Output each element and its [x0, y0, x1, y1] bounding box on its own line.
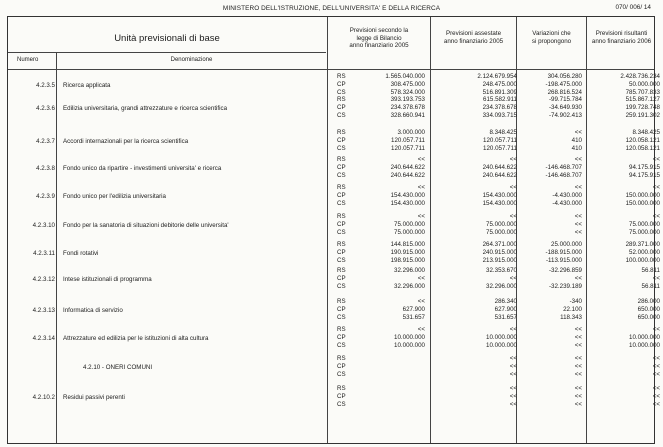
- value-line: 94.175.915: [629, 172, 660, 180]
- value-line: <<: [509, 363, 517, 371]
- row-codes: [337, 73, 346, 98]
- value-line: 32.296.000: [394, 283, 425, 291]
- row-code: CP: [337, 334, 346, 342]
- value-line: 334.093.715: [482, 112, 517, 120]
- row-code: CS: [337, 371, 346, 379]
- value-cell-c3: [520, 129, 582, 154]
- value-line: 75.000.000: [486, 229, 517, 237]
- value-line: 75.000.000: [394, 221, 425, 229]
- value-cell-c4: [588, 385, 660, 410]
- value-line: [348, 371, 425, 379]
- value-line: -188.915.000: [545, 249, 582, 257]
- row-code: CS: [337, 200, 346, 208]
- value-line: 2.124.679.954: [477, 73, 517, 80]
- row-number: 4.2.3.10: [32, 222, 55, 229]
- row-codes: [337, 213, 346, 238]
- value-line: 516.891.309: [482, 89, 517, 97]
- value-cell-c2: [432, 241, 517, 266]
- value-cell-c1: [348, 241, 425, 266]
- value-line: [348, 401, 425, 409]
- value-line: -99.715.784: [548, 96, 582, 103]
- value-line: 120.057.711: [483, 137, 517, 145]
- value-line: 75.000.000: [394, 229, 425, 237]
- value-line: 120.057.711: [483, 145, 517, 153]
- value-line: 264.371.000: [482, 241, 517, 248]
- value-line: <<: [574, 221, 582, 229]
- value-line: <<: [417, 213, 425, 220]
- value-line: <<: [652, 385, 660, 392]
- value-line: 10.000.000: [486, 342, 517, 350]
- value-line: <<: [509, 385, 517, 392]
- value-cell-c3: [520, 298, 582, 323]
- value-line: 32.353.670: [486, 267, 517, 274]
- column-header-bilancio: [328, 27, 430, 50]
- row-denominazione: Fondo unico per l'edilizia universitaria: [63, 193, 166, 200]
- value-line: 268.816.524: [547, 89, 582, 97]
- value-cell-c4: [588, 267, 660, 292]
- value-line: 75.000.000: [629, 221, 660, 229]
- value-line: 8.348.425: [489, 129, 517, 136]
- value-line: -113.915.000: [545, 257, 582, 265]
- value-cell-c3: [520, 355, 582, 380]
- row-code: CP: [337, 164, 346, 172]
- row-codes: [337, 241, 346, 266]
- value-line: <<: [574, 229, 582, 237]
- value-line: <<: [574, 156, 582, 163]
- header-divider: [8, 69, 654, 70]
- value-line: 10.000.000: [629, 342, 660, 350]
- value-line: <<: [417, 275, 425, 283]
- row-code: CS: [337, 145, 346, 153]
- value-line: 154.430.000: [482, 192, 517, 200]
- column-header-line: Previsioni secondo la: [349, 27, 409, 34]
- row-number: 4.2.3.12: [32, 276, 55, 283]
- value-line: 154.430.000: [390, 200, 425, 208]
- value-cell-c1: [348, 298, 425, 323]
- value-line: 120.058.121: [625, 145, 660, 153]
- value-line: <<: [417, 184, 425, 191]
- row-code: CS: [337, 89, 346, 97]
- denominazione-header: Denominazione: [170, 57, 213, 63]
- row-code: CP: [337, 249, 346, 257]
- value-cell-c4: [588, 241, 660, 266]
- value-line: -34.649.930: [548, 104, 582, 112]
- value-line: 240.644.622: [482, 172, 517, 180]
- value-cell-c3: [520, 241, 582, 266]
- value-line: 120.058.121: [625, 137, 660, 145]
- value-line: 75.000.000: [486, 221, 517, 229]
- value-line: 627.900: [402, 306, 425, 314]
- value-line: <<: [574, 213, 582, 220]
- column-header-line: si propongono: [531, 37, 572, 45]
- row-number: 4.2.3.14: [32, 335, 55, 342]
- value-cell-c4: [588, 355, 660, 380]
- row-codes: [337, 385, 346, 410]
- value-line: 650.000: [637, 306, 660, 314]
- value-line: <<: [652, 184, 660, 191]
- value-line: <<: [574, 363, 582, 371]
- value-cell-c1: [348, 385, 425, 410]
- value-cell-c4: [588, 96, 660, 121]
- value-cell-c2: [432, 73, 517, 98]
- value-cell-c2: [432, 184, 517, 209]
- value-line: 25.000.000: [551, 241, 582, 248]
- row-code: CP: [337, 393, 346, 401]
- row-number: 4.2.3.5: [36, 82, 55, 89]
- row-code: CP: [337, 275, 346, 283]
- row-codes: [337, 184, 346, 209]
- value-line: 56.811: [641, 283, 660, 291]
- row-denominazione: Intese istituzionali di programma: [63, 276, 152, 283]
- value-cell-c2: [432, 385, 517, 410]
- value-line: -146.468.707: [545, 172, 582, 180]
- column-header-line: Previsioni risultanti: [595, 30, 648, 37]
- value-cell-c1: [348, 96, 425, 121]
- value-line: 286.340: [494, 298, 517, 305]
- value-cell-c2: [432, 213, 517, 238]
- numero-header: Numero: [17, 57, 39, 63]
- row-code: RS: [337, 73, 346, 80]
- value-cell-c2: [432, 156, 517, 181]
- row-denominazione: Fondo unico da ripartire - investimenti universita' e ricerca: [63, 165, 222, 172]
- value-line: <<: [509, 371, 517, 379]
- value-cell-c4: [588, 298, 660, 323]
- value-line: -146.468.707: [545, 164, 582, 172]
- value-cell-c1: [348, 184, 425, 209]
- row-denominazione: Fondi rotativi: [63, 250, 99, 257]
- row-code: RS: [337, 355, 346, 362]
- column-header-line: anno finanziario 2006: [591, 37, 652, 45]
- value-line: 2.428.736.234: [620, 73, 660, 80]
- row-code: RS: [337, 298, 346, 305]
- value-cell-c2: [432, 129, 517, 154]
- row-denominazione: Informatica di servizio: [63, 307, 123, 314]
- value-line: -32.296.859: [548, 267, 582, 274]
- value-line: 52.000.000: [629, 249, 660, 257]
- value-line: 150.000.000: [625, 192, 660, 200]
- value-line: <<: [574, 129, 582, 136]
- value-line: <<: [574, 371, 582, 379]
- value-line: <<: [509, 326, 517, 333]
- title-divider: [8, 52, 326, 53]
- value-line: <<: [652, 371, 660, 379]
- value-line: 240.644.622: [390, 172, 425, 180]
- row-code: RS: [337, 385, 346, 392]
- row-code: CS: [337, 342, 346, 350]
- row-denominazione: Ricerca applicata: [63, 82, 111, 89]
- value-cell-c3: [520, 96, 582, 121]
- value-line: 259.191.302: [625, 112, 660, 120]
- value-line: <<: [509, 213, 517, 220]
- value-line: 410: [571, 145, 582, 153]
- value-cell-c1: [348, 267, 425, 292]
- value-line: <<: [509, 156, 517, 163]
- value-line: 650.000: [637, 314, 660, 322]
- column-header-variazioni: [517, 30, 586, 45]
- value-line: 308.475.000: [390, 81, 425, 89]
- value-line: -198.475.000: [545, 81, 582, 89]
- value-line: 10.000.000: [629, 334, 660, 342]
- value-line: 120.057.711: [391, 145, 425, 153]
- value-line: <<: [574, 275, 582, 283]
- row-codes: [337, 267, 346, 292]
- value-line: 10.000.000: [394, 342, 425, 350]
- value-line: -4.430.000: [552, 200, 582, 208]
- row-code: CS: [337, 229, 346, 237]
- value-line: <<: [509, 275, 517, 283]
- value-line: <<: [574, 385, 582, 392]
- row-number: 4.2.3.9: [36, 193, 55, 200]
- value-line: <<: [417, 326, 425, 333]
- value-line: 615.582.911: [483, 96, 517, 103]
- value-line: 10.000.000: [486, 334, 517, 342]
- value-cell-c2: [432, 326, 517, 351]
- row-denominazione: 4.2.10 - ONERI COMUNI: [83, 364, 153, 371]
- value-line: <<: [574, 326, 582, 333]
- value-cell-c4: [588, 184, 660, 209]
- row-code: CS: [337, 257, 346, 265]
- value-line: 531.657: [494, 314, 517, 322]
- row-code: CP: [337, 221, 346, 229]
- row-denominazione: Residui passivi perenti: [63, 394, 125, 401]
- value-cell-c1: [348, 213, 425, 238]
- ministry-header: MINISTERO DELL'ISTRUZIONE, DELL'UNIVERSITA' E DELLA RICERCA: [222, 5, 441, 12]
- row-number: 4.2.10.2: [32, 394, 55, 401]
- column-header-assestate: [431, 30, 516, 45]
- value-cell-c4: [588, 73, 660, 98]
- row-number: 4.2.3.13: [32, 307, 55, 314]
- value-line: 240.915.000: [482, 249, 517, 257]
- value-cell-c4: [588, 213, 660, 238]
- row-code: RS: [337, 96, 346, 103]
- value-line: 50.000.000: [629, 81, 660, 89]
- value-line: [348, 385, 425, 393]
- row-code: CP: [337, 137, 346, 145]
- value-line: <<: [652, 363, 660, 371]
- column-header-line: anno finanziario 2005: [443, 37, 504, 45]
- value-line: <<: [417, 298, 425, 305]
- row-code: CP: [337, 306, 346, 314]
- row-denominazione: Accordi internazionali per la ricerca scientifica: [63, 138, 189, 145]
- value-line: 154.430.000: [390, 192, 425, 200]
- column-header-line: anno finanziario 2005: [349, 42, 409, 50]
- row-code: RS: [337, 241, 346, 248]
- value-cell-c1: [348, 73, 425, 98]
- row-code: CP: [337, 363, 346, 371]
- value-line: <<: [652, 401, 660, 409]
- value-line: 410: [571, 137, 582, 145]
- page-code: 070/ 006/ 14: [615, 4, 651, 11]
- budget-table: [7, 16, 660, 444]
- value-cell-c3: [520, 385, 582, 410]
- row-number: 4.2.3.7: [36, 138, 55, 145]
- row-code: RS: [337, 184, 346, 191]
- row-codes: [337, 96, 346, 121]
- value-line: 785.707.833: [625, 89, 660, 97]
- value-cell-c4: [588, 129, 660, 154]
- value-line: <<: [574, 342, 582, 350]
- row-denominazione: Attrezzature ed edilizia per le istituzioni di alta cultura: [63, 335, 209, 342]
- value-cell-c2: [432, 267, 517, 292]
- value-line: <<: [509, 355, 517, 362]
- value-line: 240.644.622: [482, 164, 517, 172]
- value-line: <<: [574, 401, 582, 409]
- value-line: 3.000.000: [397, 129, 425, 136]
- value-line: 304.056.280: [547, 73, 582, 80]
- row-codes: [337, 156, 346, 181]
- value-line: <<: [509, 401, 517, 409]
- value-line: 515.867.127: [625, 96, 660, 103]
- table-row: [8, 385, 660, 426]
- row-code: RS: [337, 156, 346, 163]
- value-line: 531.657: [402, 314, 425, 322]
- value-line: 154.430.000: [482, 200, 517, 208]
- row-code: CS: [337, 172, 346, 180]
- value-line: [348, 363, 425, 371]
- row-code: RS: [337, 213, 346, 220]
- value-line: 1.565.040.000: [385, 73, 425, 80]
- value-line: -4.430.000: [552, 192, 582, 200]
- row-codes: [337, 326, 346, 351]
- value-line: 328.660.941: [390, 112, 425, 120]
- row-code: CP: [337, 104, 346, 112]
- value-line: 144.815.000: [390, 241, 425, 248]
- value-line: <<: [574, 334, 582, 342]
- value-line: 32.296.000: [486, 283, 517, 291]
- value-line: 393.193.753: [390, 96, 425, 103]
- row-code: RS: [337, 129, 346, 136]
- row-code: CS: [337, 401, 346, 409]
- value-cell-c3: [520, 156, 582, 181]
- value-line: 198.915.000: [390, 257, 425, 265]
- value-line: 234.378.678: [482, 104, 517, 112]
- value-line: 578.324.000: [390, 89, 425, 97]
- column-header-line: Variazioni che: [532, 30, 571, 37]
- value-cell-c1: [348, 129, 425, 154]
- value-line: 94.175.915: [629, 164, 660, 172]
- value-line: <<: [652, 326, 660, 333]
- value-line: 286.000: [637, 298, 660, 305]
- value-line: [348, 393, 425, 401]
- value-line: <<: [652, 213, 660, 220]
- value-line: <<: [574, 393, 582, 401]
- value-cell-c2: [432, 355, 517, 380]
- value-cell-c3: [520, 73, 582, 98]
- value-line: 150.000.000: [625, 200, 660, 208]
- value-line: 289.371.000: [625, 241, 660, 248]
- row-codes: [337, 129, 346, 154]
- value-line: <<: [509, 184, 517, 191]
- value-line: <<: [652, 156, 660, 163]
- row-code: CS: [337, 283, 346, 291]
- row-codes: [337, 298, 346, 323]
- value-line: -74.902.413: [548, 112, 582, 120]
- value-line: 100.000.000: [625, 257, 660, 265]
- value-line: 199.728.748: [625, 104, 660, 112]
- value-line: <<: [574, 355, 582, 362]
- column-header-line: legge di Bilancio: [356, 34, 402, 42]
- row-number: 4.2.3.11: [33, 250, 55, 257]
- column-header-risultanti: [587, 30, 656, 45]
- value-cell-c1: [348, 326, 425, 351]
- value-cell-c3: [520, 267, 582, 292]
- row-code: RS: [337, 267, 346, 274]
- value-line: 56.811: [641, 267, 660, 274]
- row-code: CS: [337, 112, 346, 120]
- value-line: 32.296.000: [394, 267, 425, 274]
- row-denominazione: Fondo per la sanatoria di situazioni debitorie delle universita': [63, 222, 229, 229]
- value-line: 627.900: [494, 306, 517, 314]
- value-cell-c3: [520, 184, 582, 209]
- row-code: CP: [337, 192, 346, 200]
- value-line: -32.239.189: [548, 283, 582, 291]
- value-cell-c2: [432, 298, 517, 323]
- value-line: 75.000.000: [629, 229, 660, 237]
- row-denominazione: Edilizia universitaria, grandi attrezzature e ricerca scientifica: [63, 105, 228, 112]
- value-line: 248.475.000: [482, 81, 517, 89]
- row-code: RS: [337, 326, 346, 333]
- row-code: CS: [337, 314, 346, 322]
- value-line: 213.915.000: [482, 257, 517, 265]
- value-cell-c3: [520, 326, 582, 351]
- value-cell-c4: [588, 326, 660, 351]
- value-line: -340: [569, 298, 582, 305]
- value-line: <<: [574, 184, 582, 191]
- value-line: 22.100: [563, 306, 582, 314]
- value-line: <<: [652, 393, 660, 401]
- value-line: 190.915.000: [390, 249, 425, 257]
- value-cell-c4: [588, 156, 660, 181]
- value-line: 8.348.425: [632, 129, 660, 136]
- value-line: 234.378.678: [390, 104, 425, 112]
- value-line: <<: [509, 393, 517, 401]
- column-header-line: Previsioni assestate: [445, 30, 502, 37]
- value-line: [348, 355, 425, 363]
- row-codes: [337, 355, 346, 380]
- value-line: 240.644.622: [390, 164, 425, 172]
- value-line: 118.343: [560, 314, 582, 322]
- value-line: 120.057.711: [391, 137, 425, 145]
- value-line: <<: [652, 275, 660, 283]
- row-number: 4.2.3.8: [36, 165, 55, 172]
- value-line: <<: [417, 156, 425, 163]
- row-code: CP: [337, 81, 346, 89]
- row-number: 4.2.3.6: [36, 105, 55, 112]
- table-title: Unità previsionali di base: [114, 33, 220, 44]
- value-line: 10.000.000: [394, 334, 425, 342]
- value-line: <<: [652, 355, 660, 362]
- value-cell-c3: [520, 213, 582, 238]
- value-cell-c1: [348, 156, 425, 181]
- value-cell-c1: [348, 355, 425, 380]
- value-cell-c2: [432, 96, 517, 121]
